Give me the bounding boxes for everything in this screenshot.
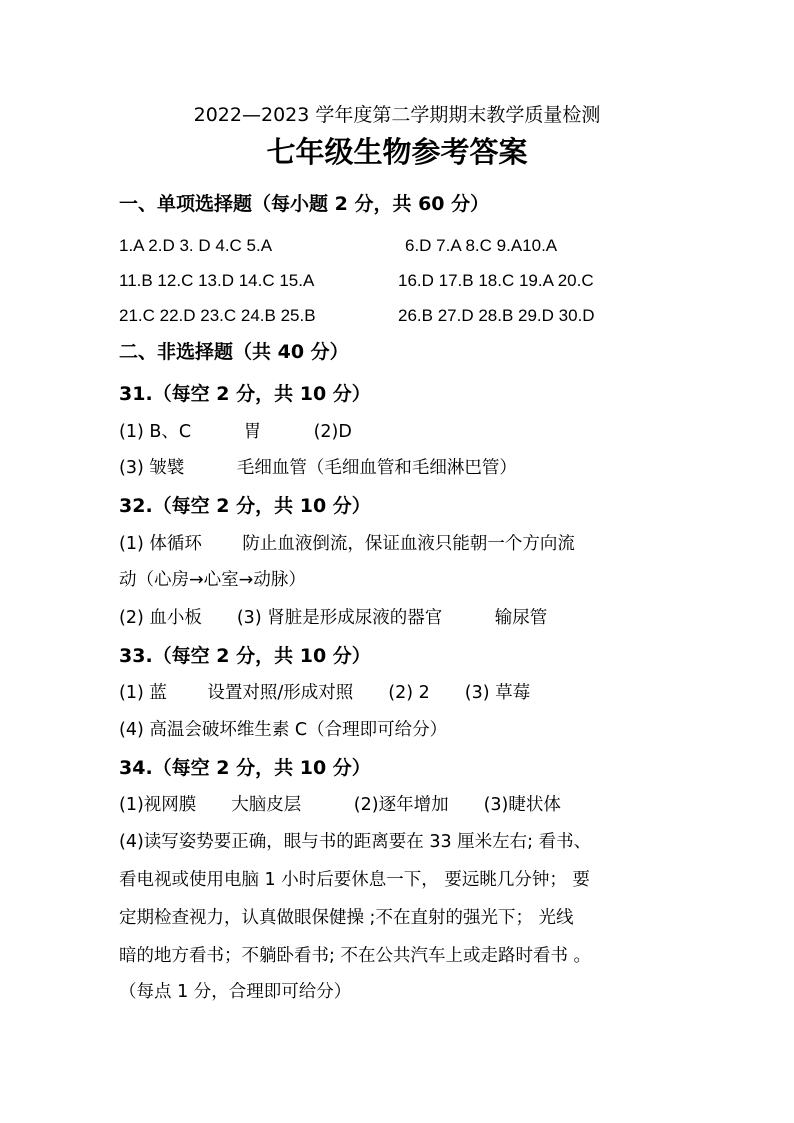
q34-line2: (4)读写姿势要正确，眼与书的距离要在 33 厘米左右; 看书、	[119, 832, 592, 852]
q31-heading: 31.（每空 2 分，共 10 分）	[119, 383, 371, 405]
section1-heading: 一、单项选择题（每小题 2 分，共 60 分）	[119, 193, 490, 215]
q32-heading: 32.（每空 2 分，共 10 分）	[119, 495, 371, 517]
q32-line2: 动（心房→心室→动脉）	[119, 570, 306, 590]
mc-answers-row2-left: 11.B 12.C 13.D 14.C 15.A	[119, 271, 315, 290]
q32-line3: (2) 血小板 (3) 肾脏是形成尿液的器官 输尿管	[119, 608, 548, 628]
q34-line6: （每点 1 分，合理即可给分）	[119, 982, 352, 1002]
q33-line2: (4) 高温会破坏维生素 C（合理即可给分）	[119, 720, 448, 740]
q34-line3: 看电视或使用电脑 1 小时后要休息一下， 要远眺几分钟； 要	[119, 870, 590, 890]
q32-line1: (1) 体循环 防止血液倒流，保证血液只能朝一个方向流	[119, 534, 575, 554]
mc-answers-row2-right: 16.D 17.B 18.C 19.A 20.C	[398, 271, 594, 290]
section2-heading: 二、非选择题（共 40 分）	[119, 341, 349, 363]
mc-answers-row3-right: 26.B 27.D 28.B 29.D 30.D	[398, 306, 595, 325]
q34-line5: 暗的地方看书；不躺卧看书; 不在公共汽车上或走路时看书 。	[119, 946, 592, 966]
q31-line1: (1) B、C 胃 (2)D	[119, 422, 352, 442]
page-title: 七年级生物参考答案	[266, 135, 528, 169]
q34-heading: 34.（每空 2 分，共 10 分）	[119, 757, 371, 779]
q34-line4: 定期检查视力，认真做眼保健操 ;不在直射的强光下； 光线	[119, 908, 574, 928]
q33-heading: 33.（每空 2 分，共 10 分）	[119, 645, 371, 667]
q34-line1: (1)视网膜 大脑皮层 (2)逐年增加 (3)睫状体	[119, 795, 561, 815]
exam-subtitle: 2022—2023 学年度第二学期期末教学质量检测	[193, 104, 601, 126]
q31-line2: (3) 皱襞 毛细血管（毛细血管和毛细淋巴管）	[119, 458, 517, 478]
q33-line1: (1) 蓝 设置对照/形成对照 (2) 2 (3) 草莓	[119, 683, 531, 703]
mc-answers-row3-left: 21.C 22.D 23.C 24.B 25.B	[119, 306, 316, 325]
mc-answers-row1-left: 1.A 2.D 3. D 4.C 5.A	[119, 236, 273, 255]
mc-answers-row1-right: 6.D 7.A 8.C 9.A10.A	[405, 236, 558, 255]
